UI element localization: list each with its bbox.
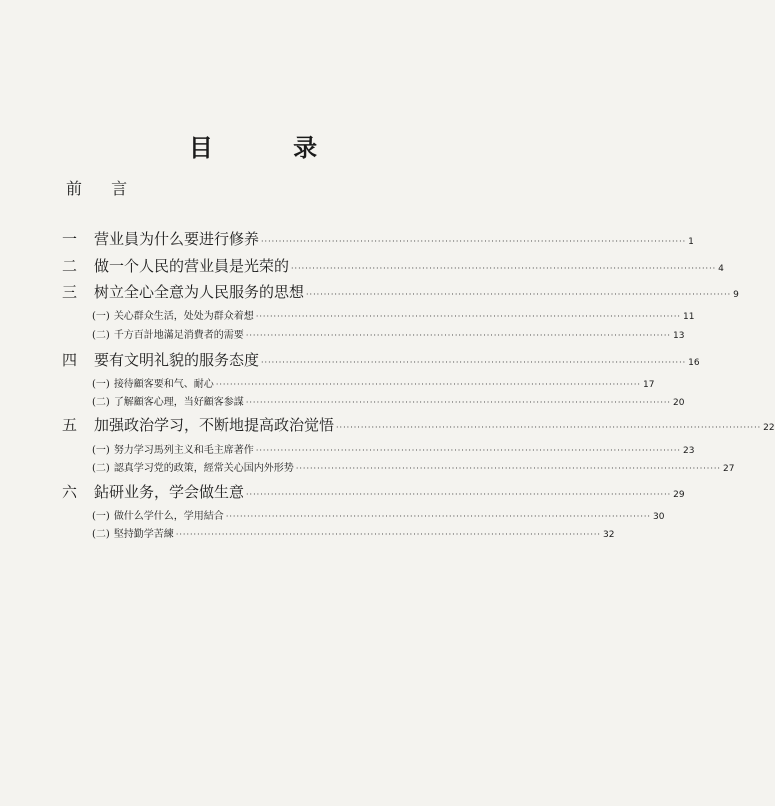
toc-entry-page: 29: [673, 490, 685, 500]
leader-dots: ························································································································: [255, 312, 681, 321]
toc-entry-label: 加强政治学习，不断地提高政治觉悟: [94, 416, 335, 434]
toc-entry-page: 32: [602, 530, 615, 540]
toc-entry-chapter-6: [62, 481, 685, 502]
toc-entry-section-5-1: [92, 441, 695, 456]
leader-dots: ························································································································: [225, 512, 651, 521]
toc-entry-number: 五: [62, 416, 78, 434]
leader-dots: ························································································································: [336, 423, 762, 432]
page-title: 目 录: [188, 133, 354, 162]
toc-entry-page: 11: [682, 312, 695, 322]
toc-entry-label: 努力学习馬列主义和毛主席著作: [113, 445, 254, 456]
toc-entry-chapter-5: [62, 414, 775, 435]
toc-entry-label: 做什么学什么，学用結合: [113, 511, 224, 522]
toc-entry-number: 一: [62, 230, 78, 248]
toc-entry-section-3-2: [92, 326, 685, 341]
toc-entry-chapter-4: [62, 349, 700, 370]
toc-entry-label: 堅持勤学苦練: [113, 529, 174, 540]
toc-entry-number: 四: [62, 351, 78, 369]
preface-entry: 前 言: [66, 179, 140, 198]
toc-entry-label: 关心群众生活，处处为群众着想: [113, 311, 254, 322]
toc-entry-number: (二): [92, 397, 110, 408]
leader-dots: ························································································································: [306, 290, 732, 299]
leader-dots: ························································································································: [175, 530, 601, 539]
toc-entry-page: 16: [688, 358, 700, 368]
toc-entry-section-3-1: [92, 307, 695, 322]
toc-entry-section-6-1: [92, 507, 665, 522]
toc-entry-label: 树立全心全意为人民服务的思想: [94, 283, 305, 301]
toc-entry-section-4-1: [92, 375, 655, 390]
toc-entry-label: 做一个人民的营业員是光荣的: [94, 257, 290, 275]
toc-entry-page: 13: [672, 331, 685, 341]
toc-entry-number: (二): [92, 330, 110, 341]
toc-entry-page: 20: [672, 398, 685, 408]
toc-entry-number: (一): [92, 445, 110, 456]
toc-entry-chapter-2: [62, 255, 724, 276]
toc-entry-number: 三: [62, 283, 78, 301]
toc-entry-page: 22: [763, 423, 775, 433]
leader-dots: ························································································································: [246, 490, 672, 499]
toc-entry-page: 17: [642, 380, 655, 390]
leader-dots: ························································································································: [261, 358, 687, 367]
toc-entry-section-6-2: [92, 525, 615, 540]
leader-dots: ························································································································: [255, 446, 681, 455]
leader-dots: ························································································································: [245, 398, 671, 407]
toc-entry-number: (二): [92, 463, 110, 474]
toc-entry-chapter-1: [62, 228, 694, 249]
toc-entry-page: 27: [722, 464, 735, 474]
toc-entry-page: 9: [733, 290, 739, 300]
toc-entry-page: 1: [688, 237, 694, 247]
toc-entry-page: 30: [652, 512, 665, 522]
toc-entry-number: (一): [92, 379, 110, 390]
toc-entry-section-5-2: [92, 459, 735, 474]
toc-entry-number: (二): [92, 529, 110, 540]
toc-entry-section-4-2: [92, 393, 685, 408]
toc-entry-chapter-3: [62, 281, 739, 302]
leader-dots: ························································································································: [261, 237, 687, 246]
toc-entry-label: 鉆研业务，学会做生意: [94, 483, 245, 501]
toc-entry-label: 認真学习党的政策，經常关心国内外形势: [113, 463, 294, 474]
toc-entry-number: 二: [62, 257, 78, 275]
toc-entry-label: 了解顧客心理，当好顧客参謀: [113, 397, 244, 408]
toc-entry-page: 23: [682, 446, 695, 456]
leader-dots: ························································································································: [245, 331, 671, 340]
toc-entry-label: 要有文明礼貌的服务态度: [94, 351, 260, 369]
toc-entry-number: (一): [92, 311, 110, 322]
toc-entry-page: 4: [718, 264, 724, 274]
toc-entry-number: (一): [92, 511, 110, 522]
toc-entry-label: 千方百計地滿足消費者的需要: [113, 330, 244, 341]
leader-dots: ························································································································: [291, 264, 717, 273]
leader-dots: ························································································································: [215, 380, 641, 389]
toc-entry-number: 六: [62, 483, 78, 501]
toc-entry-label: 营业員为什么要进行修养: [94, 230, 260, 248]
leader-dots: ························································································································: [295, 464, 721, 473]
toc-entry-label: 接待顧客要和气、耐心: [113, 379, 214, 390]
